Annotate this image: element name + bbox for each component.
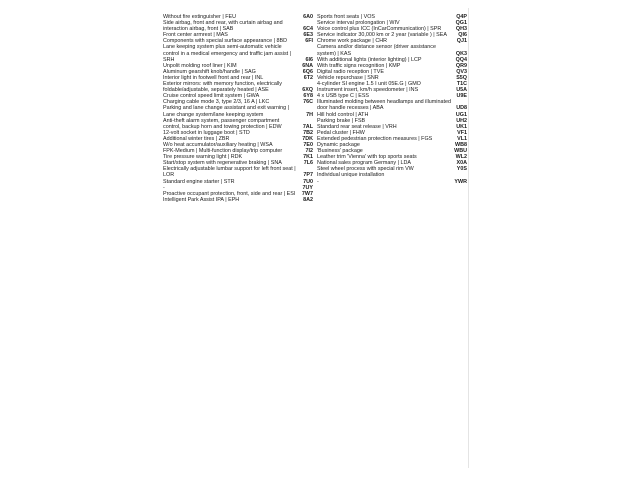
option-description: -: [317, 178, 319, 185]
option-code: UH2: [456, 117, 467, 124]
option-code: WL2: [455, 154, 467, 161]
option-description: Sports front seats | VOS: [317, 14, 376, 20]
option-description: Individual unique installation: [317, 172, 385, 179]
option-code: X0A: [456, 160, 467, 167]
option-description: Charging cable mode 3, type 2/3, 16 A | LKC: [163, 99, 270, 106]
option-row: [163, 197, 313, 203]
option-list-left: [163, 14, 313, 203]
option-description: Illuminated molding between headlamps and illuminated door handle recesses | ABA: [317, 99, 451, 112]
option-code: QR9: [455, 62, 467, 69]
option-description: 'Business' package: [317, 148, 363, 155]
option-description: 12-volt socket in luggage boot | STD: [163, 129, 250, 136]
option-row: [163, 20, 313, 32]
page-edge: [468, 8, 469, 468]
option-code: VF1: [457, 129, 467, 136]
option-description: FPK-Medium | Multi-function display/trip computer: [163, 148, 283, 155]
option-description: Chrome work package | CHR: [317, 38, 388, 45]
option-code: 7DK: [302, 135, 313, 142]
option-code: 7P7: [303, 172, 313, 179]
option-code: 6T2: [303, 74, 313, 81]
option-code: 6FI: [305, 38, 313, 45]
option-description: Leather trim 'Vienna' with top sports seats: [317, 154, 417, 161]
option-description: With additional lights (interior lighting) | LCP: [317, 56, 422, 63]
option-code: U9E: [456, 93, 467, 100]
option-description: Dynamic package: [317, 141, 360, 148]
option-code: Y0S: [456, 166, 467, 173]
option-description: Lane keeping system plus semi-automatic vehicle control in a medical emergency and traffic jam assist | SRH: [163, 44, 292, 63]
option-code: 6XQ: [302, 87, 313, 94]
option-code: 7UY: [302, 184, 313, 191]
option-code: UD8: [456, 105, 467, 112]
option-description: Proactive occupant protection, front, side and rear | ESI: [163, 190, 296, 197]
option-row: [317, 179, 467, 185]
option-row: [163, 166, 313, 178]
option-description: Interior light in footwell front and rear | INL: [163, 74, 264, 81]
option-description: 4-cylinder SI engine 1.5 I unit 05E.G | GMO: [317, 81, 421, 88]
option-row: [163, 118, 313, 130]
option-code: 8A2: [303, 196, 313, 203]
option-description: Cruise control speed limit system | GWA: [163, 93, 260, 100]
option-description: Start/stop system with regenerative braking | SNA: [163, 160, 282, 167]
option-description: -: [163, 184, 165, 191]
option-code: 7AL: [302, 123, 313, 130]
option-description: Anti-theft alarm system, passenger compartment control, backup horn and towing protection | EDW: [163, 117, 282, 130]
option-code: Q4P: [456, 14, 467, 20]
option-code: 7L6: [303, 160, 313, 167]
option-description: Digital radio reception | TVE: [317, 68, 384, 75]
option-code: WB8: [455, 141, 467, 148]
option-code: 6Q6: [302, 68, 313, 75]
option-code: YWR: [454, 178, 467, 185]
option-description: Hill hold control | ATH: [317, 111, 369, 118]
option-description: Without fire extinguisher | FEU: [163, 14, 237, 20]
option-code: U5A: [456, 87, 467, 94]
option-description: Steel wheel process with special rim VW: [317, 166, 414, 173]
option-description: Electrically adjustable lumbar support for left front seat | LOR: [163, 166, 296, 179]
option-row: [317, 44, 467, 56]
option-description: Additional winter tires | ZBR: [163, 135, 230, 142]
option-description: Pedal cluster | FHW: [317, 129, 365, 136]
option-description: Intelligent Park Assist IPA | EPH: [163, 196, 240, 203]
option-description: Camera and/or distance sensor (driver assistance system) | KAS: [317, 44, 436, 57]
option-code: WBU: [454, 148, 467, 155]
option-code: 6E3: [303, 32, 313, 39]
option-description: With traffic signs recognition | KMP: [317, 62, 401, 69]
option-code: 7I2: [305, 148, 313, 155]
option-description: W/o heat accumulator/auxiliary heating | WSA: [163, 141, 273, 148]
option-description: Extended pedestrian protection measures | FGS: [317, 135, 433, 142]
option-code: 7E0: [303, 141, 313, 148]
option-description: Vehicle repurchase | SNR: [317, 74, 379, 81]
option-code: VL1: [457, 135, 467, 142]
option-description: Aluminum gearshift knob/handle | SAG: [163, 68, 256, 75]
option-row: [317, 99, 467, 111]
option-description: 4 x USB type C | ESS: [317, 93, 370, 100]
option-code: QQ4: [455, 56, 467, 63]
option-code: QG1: [455, 20, 467, 27]
option-code: 7B2: [303, 129, 313, 136]
option-description: Standard rear seat release | VRH: [317, 123, 397, 130]
option-code: 6Y8: [303, 93, 313, 100]
option-description: Components with special surface appearance | 8BD: [163, 38, 287, 45]
option-description: Standard engine starter | STR: [163, 178, 235, 185]
option-code: QV3: [456, 68, 467, 75]
option-code: UK1: [456, 123, 467, 130]
option-description: Side airbag, front and rear, with curtain airbag and interaction airbag, front | SAB: [163, 20, 283, 33]
option-code: QI6: [458, 32, 467, 39]
option-code: 6A0: [303, 14, 313, 20]
option-description: National sales program Germany | LDA: [317, 160, 411, 167]
option-description: Parking and lane change assistant and exit warning | Lane change system/lane keeping system: [163, 105, 290, 118]
option-code: QK3: [455, 50, 467, 57]
option-code: 6NA: [302, 62, 313, 69]
option-description: Service interval prolongation | WIV: [317, 20, 400, 27]
option-code: 6I6: [305, 56, 313, 63]
option-code: QH3: [455, 26, 467, 33]
option-description: Unpolit molding roof liner | KIM: [163, 62, 237, 69]
option-description: Exterior mirrors: with memory function, electrically foldable/adjustable, separately heated | ASE: [163, 81, 282, 94]
option-code: UG1: [455, 111, 467, 118]
option-row: [163, 81, 313, 93]
option-code: 7U0: [303, 178, 313, 185]
option-code: T1C: [456, 81, 467, 88]
option-list-right: [317, 14, 467, 185]
option-code: 7K1: [303, 154, 313, 161]
option-code: 6C4: [303, 26, 313, 33]
option-description: Parking brake | FSB: [317, 117, 366, 124]
option-description: Tire pressure warning light | RDK: [163, 154, 243, 161]
option-description: Front center armrest | MAS: [163, 32, 228, 39]
option-code: QJ1: [456, 38, 467, 45]
option-description: Voice control plus ICC (InCarCommunication) | SPR: [317, 26, 442, 33]
option-row: [163, 105, 313, 117]
option-code: S5Q: [456, 74, 467, 81]
option-description: Service indicator 30,000 km or 2 year (variable ) | SEA: [317, 32, 447, 39]
option-code: 76C: [303, 99, 313, 106]
option-code: 7W7: [301, 190, 313, 197]
option-row: [163, 44, 313, 62]
option-description: Instrument insert, km/h speedometer | INS: [317, 87, 419, 94]
option-code: 7H: [306, 111, 313, 118]
